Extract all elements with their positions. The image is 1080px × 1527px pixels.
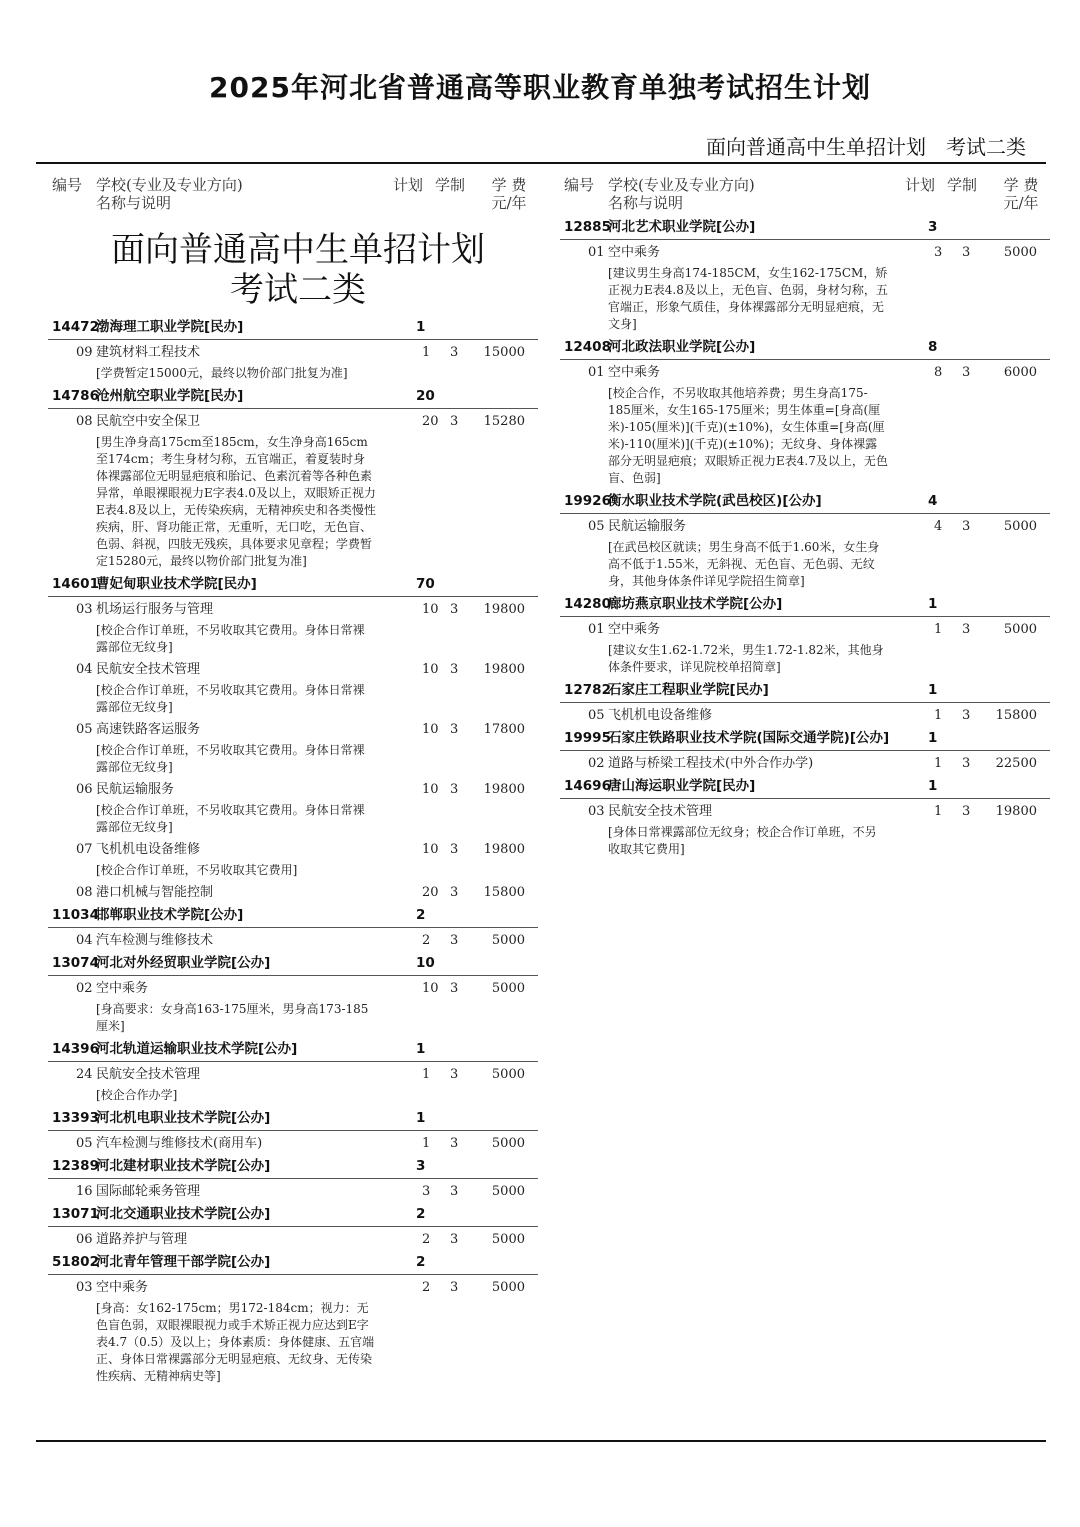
- major-plan: 10: [422, 662, 439, 677]
- major-plan: 1: [934, 708, 943, 723]
- school-plan: 70: [416, 576, 435, 592]
- school-name: 曹妃甸职业技术学院[民办]: [96, 576, 257, 592]
- major-code: 08: [76, 885, 93, 900]
- major-plan: 20: [422, 414, 439, 429]
- major-years: 3: [450, 782, 459, 797]
- school-plan: 10: [416, 955, 435, 971]
- major-plan: 1: [422, 1067, 431, 1082]
- major-years: 3: [962, 804, 971, 819]
- major-row: [560, 516, 1050, 538]
- school-row: [48, 1155, 538, 1177]
- school-code: 12408: [564, 339, 611, 355]
- school-plan: 2: [416, 907, 426, 923]
- school-row: [560, 679, 1050, 701]
- major-row: [48, 779, 538, 801]
- school-row: [48, 952, 538, 974]
- major-fee: 5000: [1003, 519, 1037, 534]
- major-name: 汽车检测与维修技术(商用车): [96, 1136, 263, 1151]
- school-row: [560, 775, 1050, 797]
- major-fee: 5000: [491, 1136, 525, 1151]
- school-divider: [560, 750, 1050, 751]
- header-school: 学校(专业及专业方向) 名称与说明: [608, 176, 755, 212]
- major-row: [48, 411, 538, 433]
- major-note: [校企合作订单班，不另收取其它费用。身体日常裸露部位无纹身]: [96, 743, 365, 774]
- major-name: 民航安全技术管理: [608, 804, 713, 819]
- major-name: 空中乘务: [96, 981, 149, 996]
- school-code: 14472: [52, 319, 99, 335]
- major-years: 3: [962, 622, 971, 637]
- major-years: 3: [450, 1067, 459, 1082]
- major-row: [48, 1064, 538, 1086]
- left-school-list: [48, 316, 538, 1388]
- major-fee: 5000: [1003, 622, 1037, 637]
- major-years: 3: [450, 1232, 459, 1247]
- section-heading-line1: 面向普通高中生单招计划: [111, 230, 485, 270]
- school-divider: [48, 1178, 538, 1179]
- header-plan: 计划: [393, 176, 424, 194]
- major-note: [学费暂定15000元，最终以物价部门批复为准]: [96, 366, 348, 380]
- school-name: 河北建材职业技术学院[公办]: [96, 1158, 271, 1174]
- major-years: 3: [450, 981, 459, 996]
- school-name: 河北青年管理干部学院[公办]: [96, 1254, 271, 1270]
- major-fee: 5000: [491, 1232, 525, 1247]
- major-code: 05: [76, 1136, 93, 1151]
- major-fee: 19800: [483, 662, 525, 677]
- major-fee: 15800: [995, 708, 1037, 723]
- major-row: [560, 801, 1050, 823]
- major-name: 空中乘务: [96, 1280, 149, 1295]
- right-column: [560, 172, 1050, 861]
- major-note: [校企合作办学]: [96, 1088, 178, 1102]
- major-fee: 5000: [491, 981, 525, 996]
- school-code: 14280: [564, 596, 611, 612]
- school-divider: [48, 1274, 538, 1275]
- major-years: 3: [450, 722, 459, 737]
- major-years: 3: [450, 1280, 459, 1295]
- major-code: 01: [588, 365, 605, 380]
- major-plan: 1: [934, 622, 943, 637]
- major-name: 民航空中安全保卫: [96, 414, 201, 429]
- school-code: 12782: [564, 682, 611, 698]
- major-years: 3: [450, 933, 459, 948]
- major-code: 07: [76, 842, 93, 857]
- major-code: 05: [588, 708, 605, 723]
- major-years: 3: [962, 245, 971, 260]
- school-divider: [48, 975, 538, 976]
- major-row: [560, 619, 1050, 641]
- major-row: [48, 599, 538, 621]
- major-fee: 19800: [483, 782, 525, 797]
- top-rule: [36, 162, 1046, 164]
- school-divider: [560, 616, 1050, 617]
- major-code: 06: [76, 782, 93, 797]
- major-note: [校企合作订单班，不另收取其它费用。身体日常裸露部位无纹身]: [96, 803, 365, 834]
- major-plan: 20: [422, 885, 439, 900]
- major-code: 01: [588, 245, 605, 260]
- major-note: [身体日常裸露部位无纹身；校企合作订单班，不另收取其它费用]: [608, 825, 877, 856]
- major-row: [48, 659, 538, 681]
- header-plan: 计划: [905, 176, 936, 194]
- major-row: [48, 342, 538, 364]
- major-name: 道路与桥梁工程技术(中外合作办学): [608, 756, 814, 771]
- document-subtitle: 面向普通高中生单招计划 考试二类: [706, 135, 1026, 159]
- school-code: 14601: [52, 576, 99, 592]
- school-name: 河北政法职业学院[公办]: [608, 339, 756, 355]
- major-name: 空中乘务: [608, 245, 661, 260]
- header-school: 学校(专业及专业方向) 名称与说明: [96, 176, 243, 212]
- major-fee: 19800: [483, 602, 525, 617]
- major-plan: 4: [934, 519, 943, 534]
- major-name: 空中乘务: [608, 365, 661, 380]
- school-row: [48, 316, 538, 338]
- major-name: 飞机机电设备维修: [96, 842, 201, 857]
- left-column: [48, 172, 538, 1388]
- major-years: 3: [962, 756, 971, 771]
- school-name: 河北机电职业技术学院[公办]: [96, 1110, 271, 1126]
- major-code: 02: [76, 981, 93, 996]
- major-name: 汽车检测与维修技术: [96, 933, 214, 948]
- major-row: [560, 705, 1050, 727]
- major-plan: 1: [422, 1136, 431, 1151]
- school-name: 邯郸职业技术学院[公办]: [96, 907, 244, 923]
- school-code: 14786: [52, 388, 99, 404]
- school-name: 河北交通职业技术学院[公办]: [96, 1206, 271, 1222]
- major-row: [48, 1277, 538, 1299]
- major-years: 3: [450, 414, 459, 429]
- major-years: 3: [450, 662, 459, 677]
- school-row: [48, 1203, 538, 1225]
- school-row: [48, 385, 538, 407]
- major-name: 机场运行服务与管理: [96, 602, 214, 617]
- major-code: 06: [76, 1232, 93, 1247]
- major-years: 3: [450, 1136, 459, 1151]
- major-fee: 5000: [491, 1184, 525, 1199]
- major-fee: 17800: [483, 722, 525, 737]
- major-years: 3: [962, 519, 971, 534]
- school-code: 13071: [52, 1206, 99, 1222]
- header-years: 学制: [435, 176, 466, 194]
- school-divider: [560, 513, 1050, 514]
- major-fee: 15800: [483, 885, 525, 900]
- major-row: [48, 882, 538, 904]
- header-years: 学制: [947, 176, 978, 194]
- major-code: 24: [76, 1067, 93, 1082]
- school-divider: [48, 1061, 538, 1062]
- major-code: 04: [76, 662, 93, 677]
- major-row: [48, 1229, 538, 1251]
- school-name: 石家庄铁路职业技术学院(国际交通学院)[公办]: [608, 730, 890, 746]
- school-divider: [48, 1226, 538, 1227]
- major-plan: 8: [934, 365, 943, 380]
- school-plan: 1: [416, 1041, 426, 1057]
- school-plan: 1: [416, 319, 426, 335]
- major-code: 05: [76, 722, 93, 737]
- major-years: 3: [450, 602, 459, 617]
- school-row: [560, 727, 1050, 749]
- major-row: [48, 719, 538, 741]
- school-name: 河北轨道运输职业技术学院[公办]: [96, 1041, 298, 1057]
- major-fee: 5000: [491, 933, 525, 948]
- school-plan: 1: [928, 596, 938, 612]
- major-plan: 1: [934, 804, 943, 819]
- school-plan: 4: [928, 493, 938, 509]
- header-code: 编号: [564, 176, 595, 194]
- bottom-rule: [36, 1440, 1046, 1442]
- school-divider: [48, 408, 538, 409]
- school-row: [48, 1251, 538, 1273]
- school-plan: 2: [416, 1254, 426, 1270]
- school-code: 19926: [564, 493, 611, 509]
- right-school-list: [560, 216, 1050, 861]
- major-name: 民航运输服务: [96, 782, 175, 797]
- major-plan: 10: [422, 782, 439, 797]
- major-name: 飞机机电设备维修: [608, 708, 713, 723]
- major-fee: 5000: [1003, 245, 1037, 260]
- header-fee: 学 费 元/年: [1003, 176, 1039, 212]
- major-years: 3: [450, 1184, 459, 1199]
- major-row: [560, 242, 1050, 264]
- major-row: [48, 978, 538, 1000]
- major-note: [建议男生身高174-185CM，女生162-175CM，矫正视力E表4.8及以上，无色盲、色弱，身材匀称，五官端正，形象气质佳，身体裸露部分无明显疤痕，无文身]: [608, 266, 888, 331]
- school-name: 廊坊燕京职业技术学院[公办]: [608, 596, 783, 612]
- school-row: [48, 1038, 538, 1060]
- school-name: 唐山海运职业学院[民办]: [608, 778, 756, 794]
- major-code: 02: [588, 756, 605, 771]
- column-header: [48, 172, 538, 216]
- major-fee: 22500: [995, 756, 1037, 771]
- school-code: 51802: [52, 1254, 99, 1270]
- major-years: 3: [450, 842, 459, 857]
- major-code: 04: [76, 933, 93, 948]
- major-name: 建筑材料工程技术: [96, 345, 201, 360]
- major-note: [男生净身高175cm至185cm，女生净身高165cm至174cm；考生身材匀称，五官端正，着夏装时身体裸露部位无明显疤痕和胎记、色素沉着等各种色素异常，单眼裸眼视力E字表4.0及以上，双眼矫正视力E表4.8及以上，无传染疾病，无精神疾史和各类慢性疾病，肝、肾功能正常，无重听，无口吃，无色盲、色弱、斜视，四肢无残疾，具体要求见章程；学费暂定15280元，最终以物价部门批复为准]: [96, 435, 376, 568]
- major-fee: 15280: [483, 414, 525, 429]
- major-code: 16: [76, 1184, 93, 1199]
- school-plan: 8: [928, 339, 938, 355]
- school-code: 14396: [52, 1041, 99, 1057]
- major-plan: 10: [422, 842, 439, 857]
- school-divider: [48, 1130, 538, 1131]
- school-plan: 1: [928, 730, 938, 746]
- school-code: 13393: [52, 1110, 99, 1126]
- major-code: 03: [76, 1280, 93, 1295]
- major-code: 05: [588, 519, 605, 534]
- school-code: 14696: [564, 778, 611, 794]
- school-plan: 1: [928, 682, 938, 698]
- section-heading: [48, 230, 538, 310]
- section-heading-line2: 考试二类: [230, 270, 366, 310]
- school-plan: 20: [416, 388, 435, 404]
- major-plan: 2: [422, 1232, 431, 1247]
- major-row: [48, 930, 538, 952]
- major-name: 国际邮轮乘务管理: [96, 1184, 201, 1199]
- major-plan: 10: [422, 722, 439, 737]
- major-years: 3: [450, 885, 459, 900]
- school-name: 河北艺术职业学院[公办]: [608, 219, 756, 235]
- major-plan: 1: [422, 345, 431, 360]
- major-name: 道路养护与管理: [96, 1232, 188, 1247]
- major-note: [校企合作订单班，不另收取其它费用。身体日常裸露部位无纹身]: [96, 623, 365, 654]
- school-divider: [560, 359, 1050, 360]
- major-fee: 19800: [995, 804, 1037, 819]
- major-name: 空中乘务: [608, 622, 661, 637]
- major-row: [48, 1133, 538, 1155]
- school-name: 河北对外经贸职业学院[公办]: [96, 955, 271, 971]
- major-fee: 15000: [483, 345, 525, 360]
- school-divider: [560, 239, 1050, 240]
- major-fee: 6000: [1003, 365, 1037, 380]
- major-years: 3: [962, 365, 971, 380]
- major-note: [在武邑校区就读；男生身高不低于1.60米，女生身高不低于1.55米，无斜视、无色盲、无色弱、无纹身，其他身体条件详见学院招生简章]: [608, 540, 880, 588]
- school-row: [48, 1107, 538, 1129]
- major-name: 港口机械与智能控制: [96, 885, 214, 900]
- major-plan: 2: [422, 933, 431, 948]
- school-plan: 2: [416, 1206, 426, 1222]
- school-name: 石家庄工程职业学院[民办]: [608, 682, 769, 698]
- school-plan: 1: [928, 778, 938, 794]
- school-divider: [48, 927, 538, 928]
- school-row: [560, 490, 1050, 512]
- major-note: [身高：女162-175cm；男172-184cm；视力：无色盲色弱，双眼裸眼视力或手术矫正视力应达到E字表4.7（0.5）及以上；身体素质：身体健康、五官端正、身体日常裸露部分无明显疤痕、无纹身、无传染性疾病、无精神病史等]: [96, 1301, 375, 1383]
- major-code: 09: [76, 345, 93, 360]
- school-divider: [48, 596, 538, 597]
- school-plan: 3: [416, 1158, 426, 1174]
- major-years: 3: [450, 345, 459, 360]
- major-note: [身高要求：女身高163-175厘米，男身高173-185厘米]: [96, 1002, 369, 1033]
- major-code: 03: [76, 602, 93, 617]
- school-code: 13074: [52, 955, 99, 971]
- major-fee: 19800: [483, 842, 525, 857]
- major-plan: 10: [422, 602, 439, 617]
- header-fee: 学 费 元/年: [491, 176, 527, 212]
- major-plan: 3: [422, 1184, 431, 1199]
- major-plan: 10: [422, 981, 439, 996]
- school-code: 19995: [564, 730, 611, 746]
- header-code: 编号: [52, 176, 83, 194]
- major-note: [校企合作订单班，不另收取其它费用。身体日常裸露部位无纹身]: [96, 683, 365, 714]
- major-row: [48, 839, 538, 861]
- school-divider: [560, 702, 1050, 703]
- school-row: [560, 216, 1050, 238]
- school-plan: 1: [416, 1110, 426, 1126]
- major-plan: 1: [934, 756, 943, 771]
- school-name: 沧州航空职业学院[民办]: [96, 388, 244, 404]
- major-fee: 5000: [491, 1280, 525, 1295]
- major-name: 高速铁路客运服务: [96, 722, 201, 737]
- school-row: [560, 336, 1050, 358]
- school-row: [48, 573, 538, 595]
- column-header: [560, 172, 1050, 216]
- school-row: [560, 593, 1050, 615]
- school-code: 12885: [564, 219, 611, 235]
- major-name: 民航运输服务: [608, 519, 687, 534]
- school-divider: [560, 798, 1050, 799]
- major-name: 民航安全技术管理: [96, 1067, 201, 1082]
- school-name: 衡水职业技术学院(武邑校区)[公办]: [608, 493, 822, 509]
- major-name: 民航安全技术管理: [96, 662, 201, 677]
- major-years: 3: [962, 708, 971, 723]
- school-code: 12389: [52, 1158, 99, 1174]
- major-plan: 2: [422, 1280, 431, 1295]
- document-title: 2025年河北省普通高等职业教育单独考试招生计划: [209, 71, 871, 104]
- major-note: [建议女生1.62-1.72米，男生1.72-1.82米，其他身体条件要求，详见院校单招简章]: [608, 643, 884, 674]
- school-row: [48, 904, 538, 926]
- school-plan: 3: [928, 219, 938, 235]
- school-code: 11034: [52, 907, 99, 923]
- school-divider: [48, 339, 538, 340]
- major-fee: 5000: [491, 1067, 525, 1082]
- major-plan: 3: [934, 245, 943, 260]
- major-code: 08: [76, 414, 93, 429]
- school-name: 渤海理工职业学院[民办]: [96, 319, 244, 335]
- major-code: 03: [588, 804, 605, 819]
- major-note: [校企合作，不另收取其他培养费；男生身高175-185厘米，女生165-175厘米；男生体重=[身高(厘米)-105(厘米)](千克)(±10%)，女生体重=[身高(厘米)-110(厘米)](千克)(±10%)；无纹身、身体裸露部分无明显疤痕；双眼矫正视力E表4.7及以上，无色盲、色弱]: [608, 386, 888, 485]
- major-row: [560, 753, 1050, 775]
- major-note: [校企合作订单班，不另收取其它费用]: [96, 863, 298, 877]
- major-row: [560, 362, 1050, 384]
- major-row: [48, 1181, 538, 1203]
- major-code: 01: [588, 622, 605, 637]
